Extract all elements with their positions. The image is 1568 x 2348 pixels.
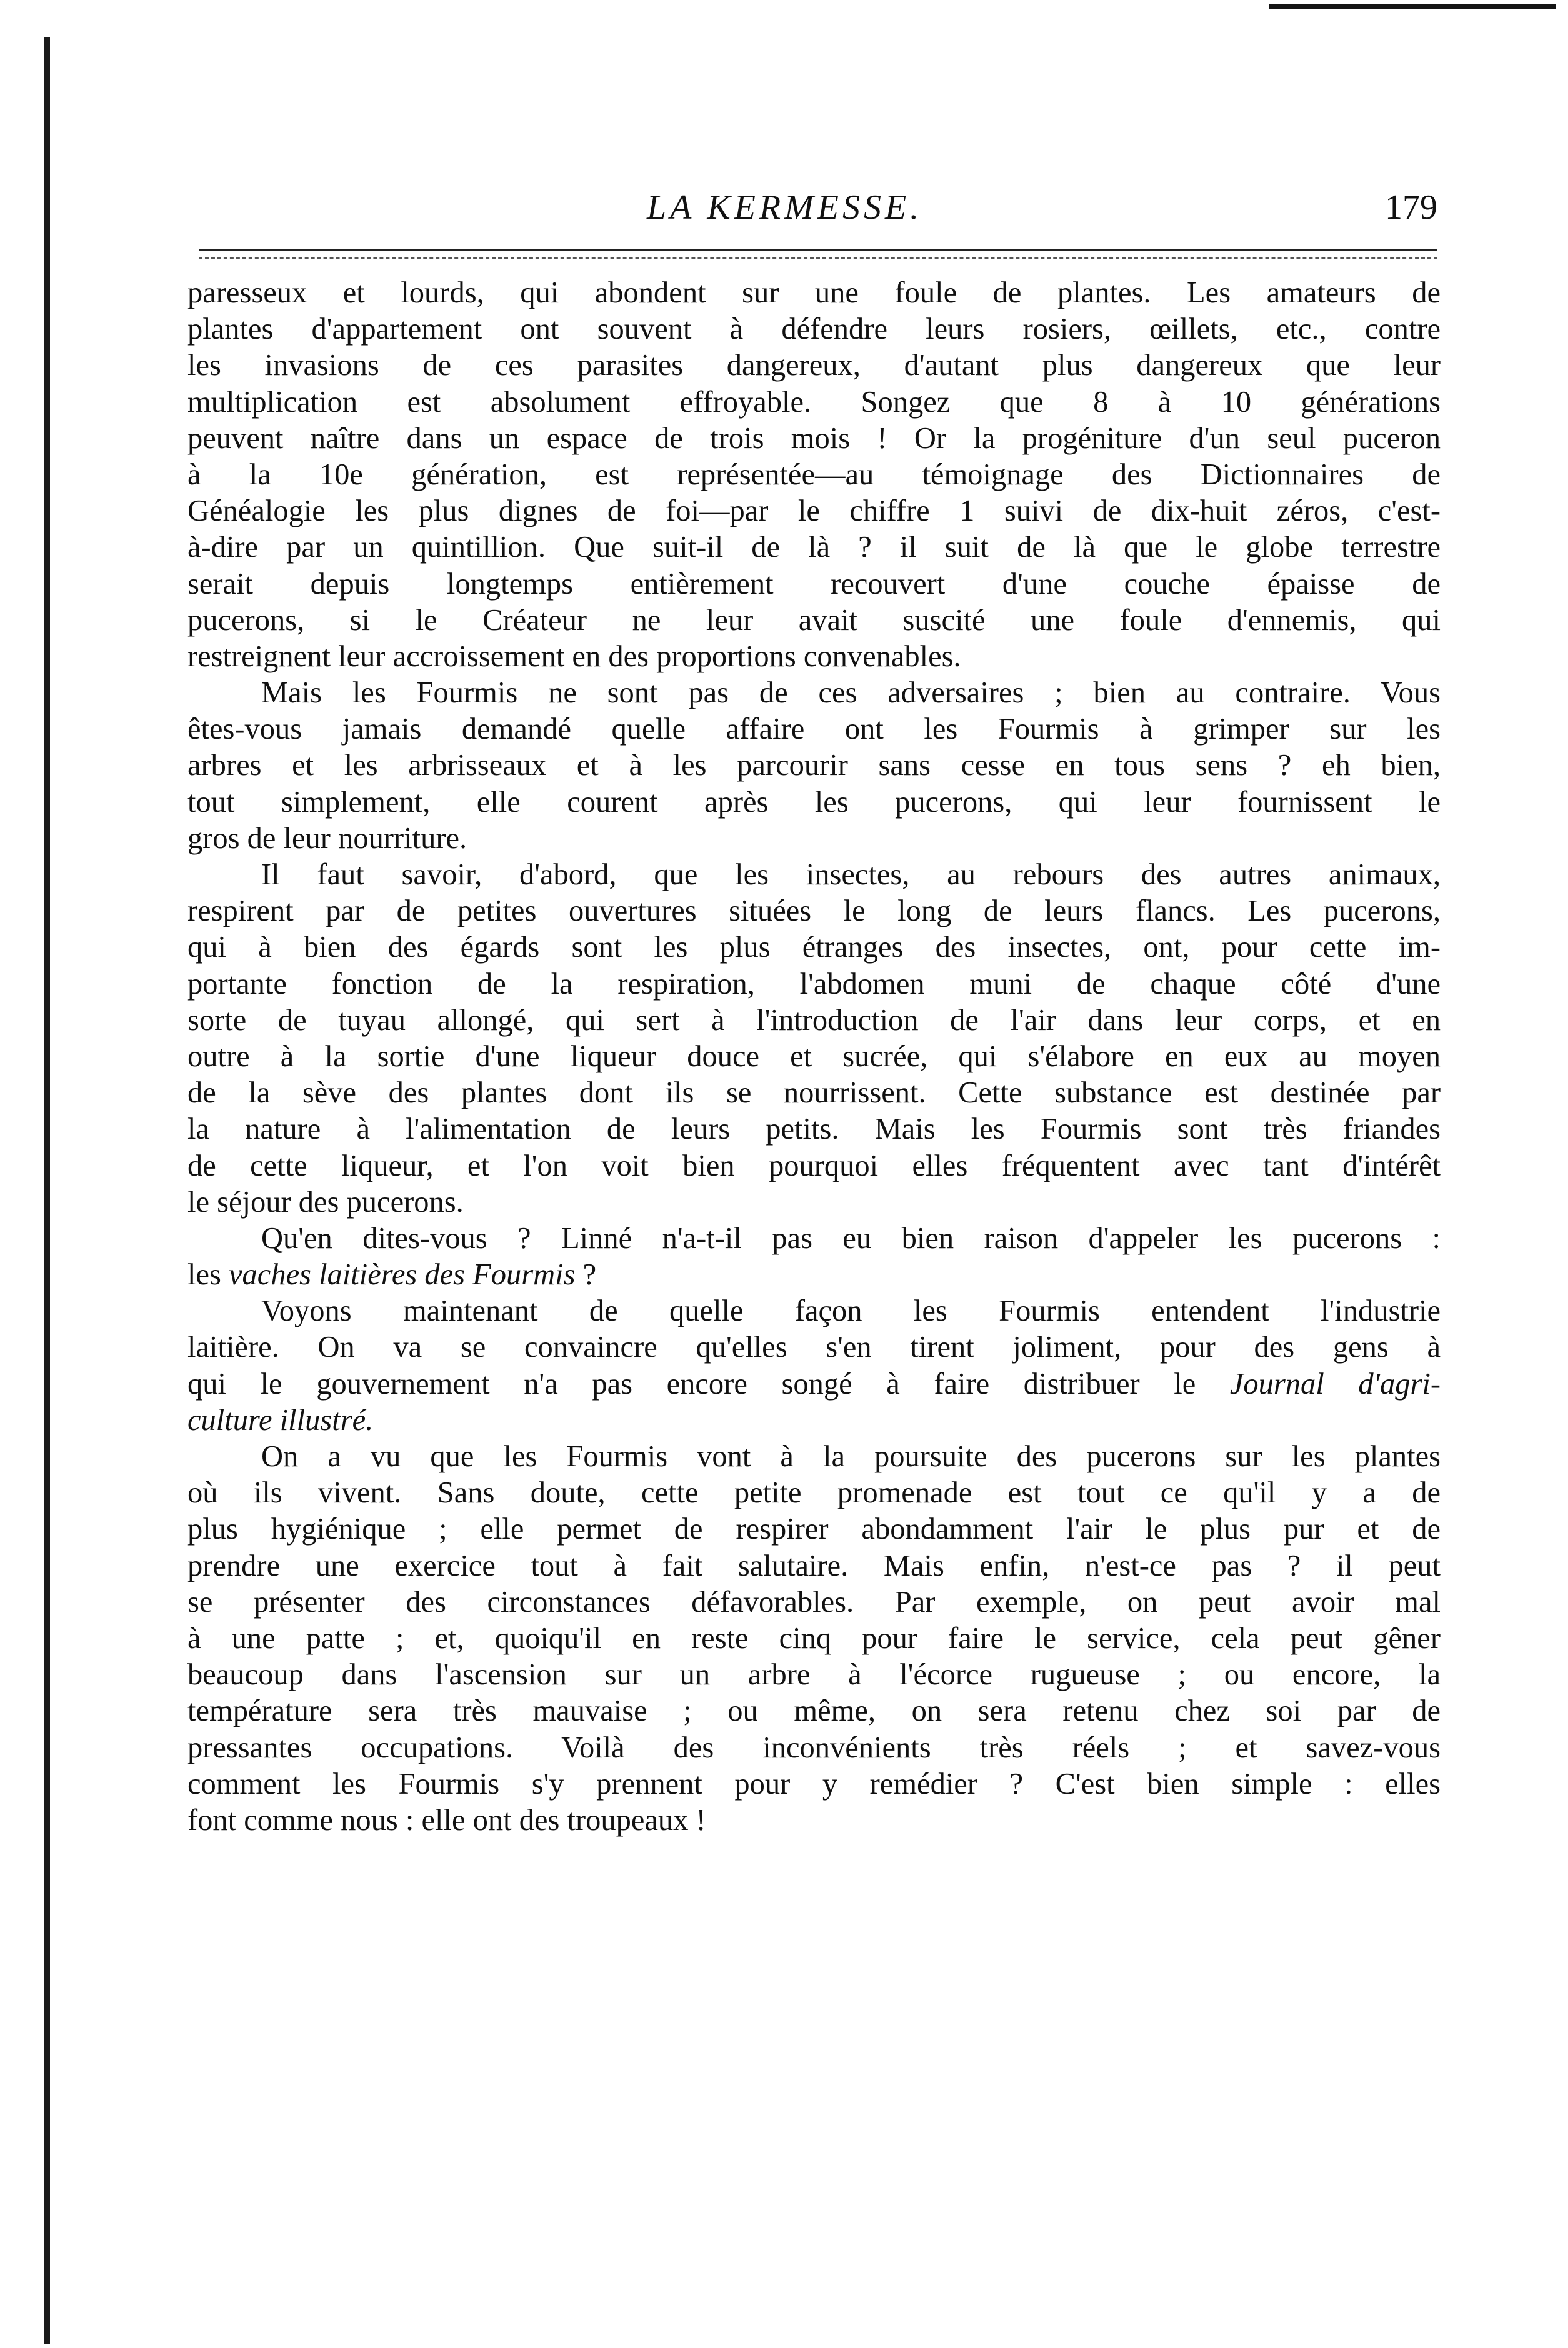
text-line: serait depuis longtemps entièrement recouvert d'une couche épaisse de xyxy=(187,567,1441,601)
text-line: paresseux et lourds, qui abondent sur une foule de plantes. Les amateurs de xyxy=(187,276,1441,309)
text-line: restreignent leur accroissement en des proportions convenables. xyxy=(187,639,961,673)
text-line xyxy=(187,1402,1441,1439)
text-line: prendre une exercice tout à fait salutaire. Mais enfin, n'est-ce pas ? il peut xyxy=(187,1549,1441,1582)
page-number: 179 xyxy=(1385,188,1437,227)
body-text xyxy=(187,275,1441,1839)
text-line: sorte de tuyau allongé, qui sert à l'introduction de l'air dans leur corps, et en xyxy=(187,1003,1441,1037)
text-line: se présenter des circonstances défavorables. Par exemple, on peut avoir mal xyxy=(187,1585,1441,1619)
header-rule xyxy=(199,249,1437,251)
text-line: le séjour des pucerons. xyxy=(187,1185,464,1219)
text-line: qui à bien des égards sont les plus étranges des insectes, ont, pour cette im- xyxy=(187,931,1441,964)
italic-text: culture illustré. xyxy=(187,1403,374,1437)
text-line: de cette liqueur, et l'on voit bien pourquoi elles fréquentent avec tant d'intérêt xyxy=(187,1149,1441,1182)
text-line: comment les Fourmis s'y prennent pour y remédier ? C'est bien simple : elles xyxy=(187,1767,1441,1801)
text-line: On a vu que les Fourmis vont à la poursuite des pucerons sur les plantes xyxy=(261,1440,1441,1473)
text-line: plantes d'appartement ont souvent à défendre leurs rosiers, œillets, etc., contre xyxy=(187,312,1441,346)
text-line: les vaches laitières des Fourmis ? xyxy=(187,1258,597,1292)
text-line: peuvent naître dans un espace de trois mois ! Or la progéniture d'un seul puceron xyxy=(187,421,1441,455)
text-line: à-dire par un quintillion. Que suit-il de là ? il suit de là que le globe terrestre xyxy=(187,531,1441,564)
page-binding-edge xyxy=(44,37,50,2344)
text-line: les invasions de ces parasites dangereux, d'autant plus dangereux que leur xyxy=(187,349,1441,382)
text-line: font comme nous : elle ont des troupeaux ! xyxy=(187,1803,706,1837)
text-line: température sera très mauvaise ; ou même, on sera retenu chez soi par de xyxy=(187,1694,1441,1728)
text-line: portante fonction de la respiration, l'abdomen muni de chaque côté d'une xyxy=(187,967,1441,1001)
top-edge-rule xyxy=(1269,4,1556,9)
running-title: LA KERMESSE. xyxy=(647,188,923,227)
text-line: tout simplement, elle courent après les pucerons, qui leur fournissent le xyxy=(187,785,1441,819)
text-line: à la 10e génération, est représentée—au témoignage des Dictionnaires de xyxy=(187,457,1441,491)
text-line: Généalogie les plus dignes de foi—par le chiffre 1 suivi de dix-huit zéros, c'est- xyxy=(187,494,1441,528)
text-line: à une patte ; et, quoiqu'il en reste cinq pour faire le service, cela peut gêner xyxy=(187,1621,1441,1655)
page-header xyxy=(187,187,1437,244)
text-line: la nature à l'alimentation de leurs petits. Mais les Fourmis sont très friandes xyxy=(187,1112,1441,1146)
text-line: Voyons maintenant de quelle façon les Fourmis entendent l'industrie xyxy=(261,1294,1441,1328)
text-line: Qu'en dites-vous ? Linné n'a-t-il pas eu bien raison d'appeler les pucerons : xyxy=(261,1221,1441,1255)
header-rule-secondary xyxy=(199,257,1437,259)
text-line: qui le gouvernement n'a pas encore songé à faire distribuer le Journal d'agri- xyxy=(187,1367,1441,1401)
text-line: laitière. On va se convaincre qu'elles s'en tirent joliment, pour des gens à xyxy=(187,1331,1441,1364)
text-line: pressantes occupations. Voilà des inconvénients très réels ; et savez-vous xyxy=(187,1731,1441,1764)
text-line: pucerons, si le Créateur ne leur avait suscité une foule d'ennemis, qui xyxy=(187,603,1441,637)
text-line: Mais les Fourmis ne sont pas de ces adversaires ; bien au contraire. Vous xyxy=(261,676,1441,710)
text-line: de la sève des plantes dont ils se nourrissent. Cette substance est destinée par xyxy=(187,1076,1441,1110)
text-line: outre à la sortie d'une liqueur douce et sucrée, qui s'élabore en eux au moyen xyxy=(187,1039,1441,1073)
text-line: Il faut savoir, d'abord, que les insectes, au rebours des autres animaux, xyxy=(261,858,1441,891)
text-line: gros de leur nourriture. xyxy=(187,821,467,855)
italic-text: Journal d'agri- xyxy=(1229,1367,1441,1401)
text-line: beaucoup dans l'ascension sur un arbre à l'écorce rugueuse ; ou encore, la xyxy=(187,1658,1441,1692)
text-line: arbres et les arbrisseaux et à les parcourir sans cesse en tous sens ? eh bien, xyxy=(187,749,1441,782)
text-line: multiplication est absolument effroyable. Songez que 8 à 10 générations xyxy=(187,385,1441,419)
text-line: plus hygiénique ; elle permet de respirer abondamment l'air le plus pur et de xyxy=(187,1512,1441,1546)
text-line: où ils vivent. Sans doute, cette petite promenade est tout ce qu'il y a de xyxy=(187,1476,1441,1510)
text-line: êtes-vous jamais demandé quelle affaire ont les Fourmis à grimper sur les xyxy=(187,712,1441,746)
italic-text: vaches laitières des Fourmis xyxy=(229,1258,576,1292)
text-line: respirent par de petites ouvertures situées le long de leurs flancs. Les pucerons, xyxy=(187,894,1441,928)
